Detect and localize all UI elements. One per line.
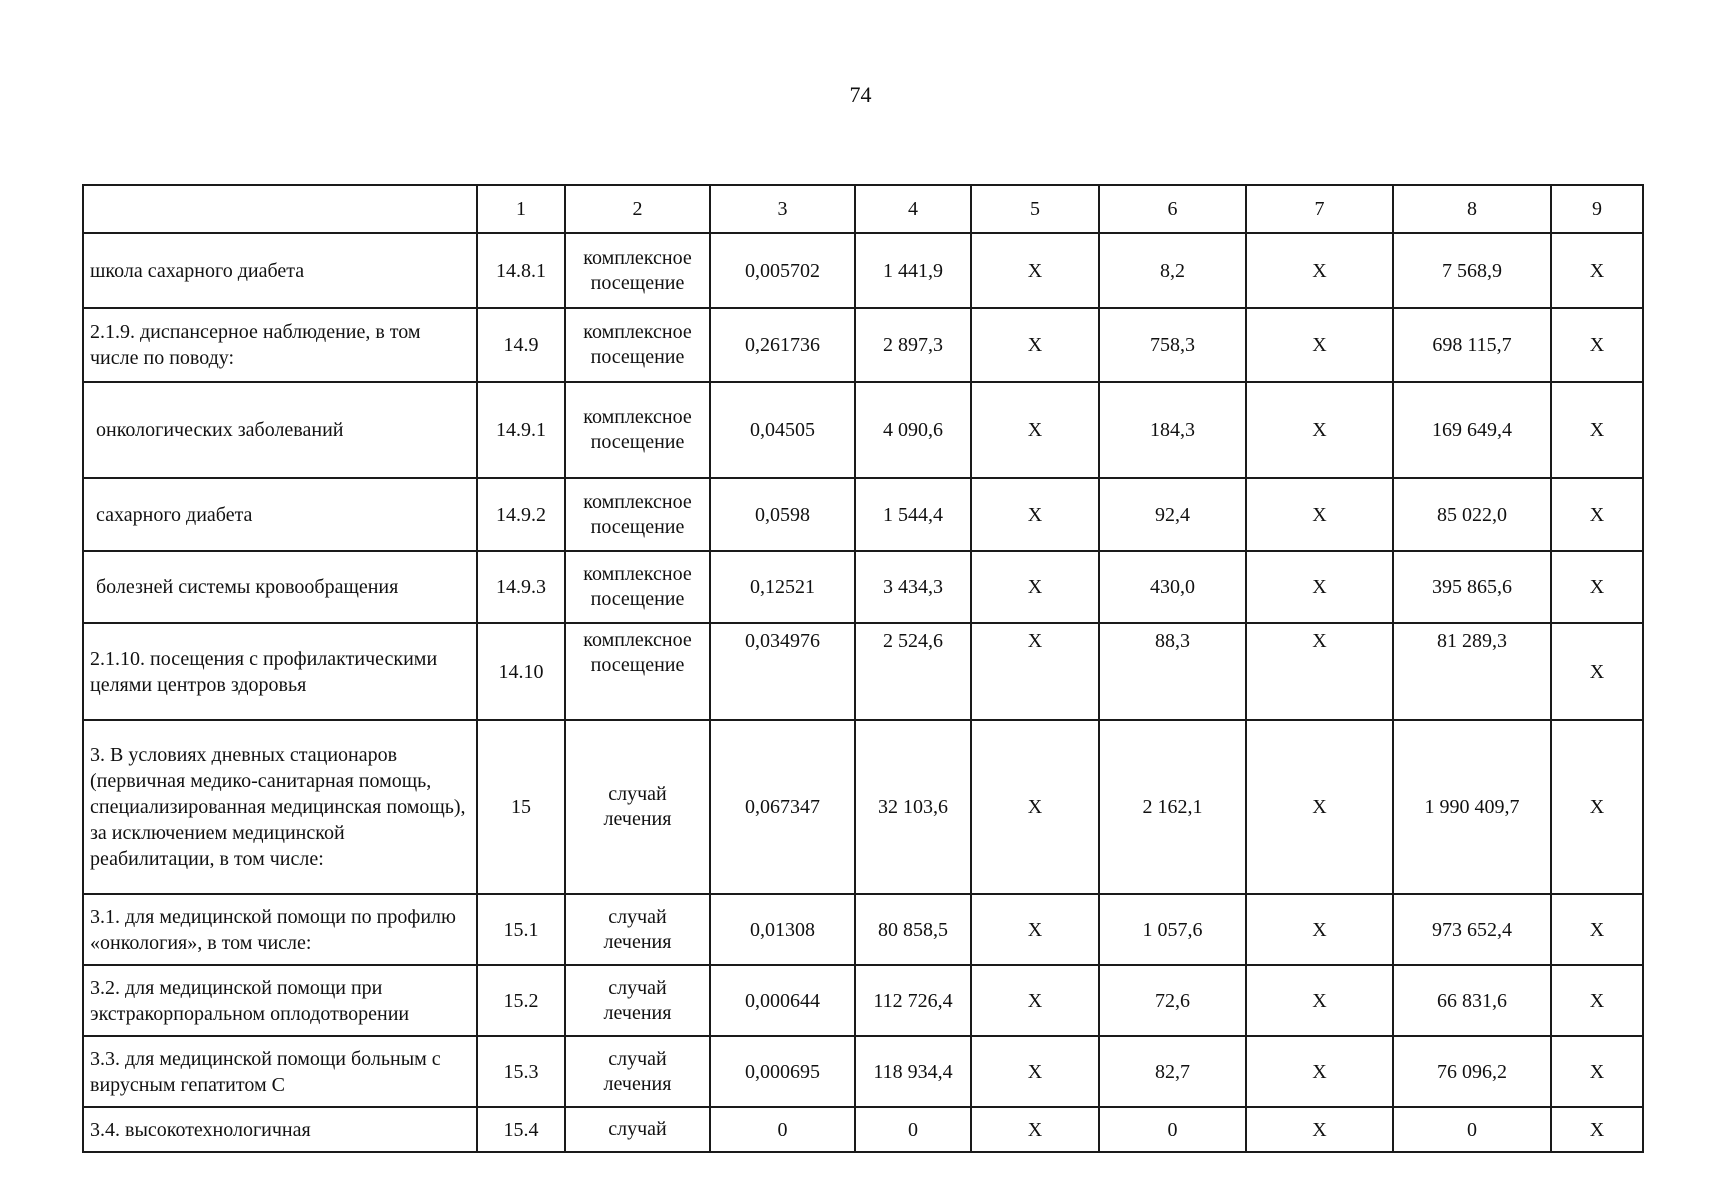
cell-value: 184,3 — [1099, 382, 1246, 478]
column-header: 5 — [971, 185, 1099, 233]
cell-value: Х — [1246, 623, 1393, 720]
cell-value: 7 568,9 — [1393, 233, 1551, 308]
cell-value: 8,2 — [1099, 233, 1246, 308]
cell-unit: комплексное посещение — [565, 551, 710, 623]
table-row — [83, 623, 1643, 720]
cell-value: 973 652,4 — [1393, 894, 1551, 965]
cell-unit: случай лечения — [565, 965, 710, 1036]
cell-value: 1 057,6 — [1099, 894, 1246, 965]
cell-value: 0,034976 — [710, 623, 855, 720]
cell-value: 1 990 409,7 — [1393, 720, 1551, 894]
column-header: 8 — [1393, 185, 1551, 233]
table-row — [83, 551, 1643, 623]
row-name: болезней системы кровообращения — [83, 551, 477, 623]
cell-value: Х — [1551, 478, 1643, 551]
row-name: 3.2. для медицинской помощи при экстракорпоральном оплодотворении — [83, 965, 477, 1036]
row-name: 2.1.9. диспансерное наблюдение, в том числе по поводу: — [83, 308, 477, 382]
cell-value: 82,7 — [1099, 1036, 1246, 1107]
cell-value: Х — [971, 478, 1099, 551]
cell-value: Х — [1246, 382, 1393, 478]
cell-code: 14.8.1 — [477, 233, 565, 308]
cell-value: 32 103,6 — [855, 720, 971, 894]
cell-code: 14.9.3 — [477, 551, 565, 623]
cell-unit: комплексное посещение — [565, 623, 710, 720]
cell-value: 66 831,6 — [1393, 965, 1551, 1036]
cell-value: 3 434,3 — [855, 551, 971, 623]
cell-value: 92,4 — [1099, 478, 1246, 551]
cell-value: 0,261736 — [710, 308, 855, 382]
table-row — [83, 1107, 1643, 1152]
cell-value: Х — [1551, 1036, 1643, 1107]
cell-value: 0,005702 — [710, 233, 855, 308]
row-name: школа сахарного диабета — [83, 233, 477, 308]
column-header: 9 — [1551, 185, 1643, 233]
cell-value: Х — [1246, 720, 1393, 894]
cell-code: 15 — [477, 720, 565, 894]
table-row — [83, 720, 1643, 894]
cell-value: 0,04505 — [710, 382, 855, 478]
cell-value: 0,000695 — [710, 1036, 855, 1107]
row-name: 3.1. для медицинской помощи по профилю «онкология», в том числе: — [83, 894, 477, 965]
row-name: сахарного диабета — [83, 478, 477, 551]
cell-value: 698 115,7 — [1393, 308, 1551, 382]
cell-value: Х — [1246, 308, 1393, 382]
row-name: 3.3. для медицинской помощи больным с вирусным гепатитом С — [83, 1036, 477, 1107]
cell-value: 0 — [855, 1107, 971, 1152]
cell-value: 2 897,3 — [855, 308, 971, 382]
cell-value: Х — [971, 1107, 1099, 1152]
cell-value: Х — [971, 308, 1099, 382]
cell-value: 0 — [1099, 1107, 1246, 1152]
cell-code: 15.1 — [477, 894, 565, 965]
table-row — [83, 894, 1643, 965]
cell-value: Х — [971, 1036, 1099, 1107]
cell-value: 85 022,0 — [1393, 478, 1551, 551]
table-row — [83, 382, 1643, 478]
column-header — [83, 185, 477, 233]
cell-value: 4 090,6 — [855, 382, 971, 478]
cell-value: 88,3 — [1099, 623, 1246, 720]
table-row — [83, 308, 1643, 382]
cell-value: 0,067347 — [710, 720, 855, 894]
cell-value: 0 — [1393, 1107, 1551, 1152]
cell-value: 395 865,6 — [1393, 551, 1551, 623]
cell-value: 0,0598 — [710, 478, 855, 551]
cell-value: 118 934,4 — [855, 1036, 971, 1107]
cell-value: Х — [971, 720, 1099, 894]
cell-value: 430,0 — [1099, 551, 1246, 623]
cell-unit: комплексное посещение — [565, 382, 710, 478]
cell-value: Х — [1246, 233, 1393, 308]
table-row — [83, 478, 1643, 551]
cell-code: 15.3 — [477, 1036, 565, 1107]
cell-value: 81 289,3 — [1393, 623, 1551, 720]
cell-value: Х — [1246, 1036, 1393, 1107]
cell-value: Х — [971, 623, 1099, 720]
cell-code: 14.9.2 — [477, 478, 565, 551]
cell-code: 14.10 — [477, 623, 565, 720]
cell-code: 14.9.1 — [477, 382, 565, 478]
cell-unit: случай — [565, 1107, 710, 1152]
cell-value: Х — [971, 382, 1099, 478]
cell-unit: случай лечения — [565, 894, 710, 965]
cell-value: Х — [1246, 894, 1393, 965]
cell-value: Х — [1551, 894, 1643, 965]
cell-value: Х — [1551, 382, 1643, 478]
table-row — [83, 233, 1643, 308]
cell-value: 76 096,2 — [1393, 1036, 1551, 1107]
cell-code: 15.2 — [477, 965, 565, 1036]
cell-value: 80 858,5 — [855, 894, 971, 965]
cell-code: 14.9 — [477, 308, 565, 382]
row-name: 3. В условиях дневных стационаров (первичная медико-санитарная помощь, специализированная медицинская помощь), за исключением медицинской реабилитации, в том числе: — [83, 720, 477, 894]
header-row — [83, 185, 1643, 233]
column-header: 2 — [565, 185, 710, 233]
data-table — [82, 184, 1644, 1153]
cell-value: 112 726,4 — [855, 965, 971, 1036]
column-header: 3 — [710, 185, 855, 233]
column-header: 6 — [1099, 185, 1246, 233]
cell-code: 15.4 — [477, 1107, 565, 1152]
cell-value: 1 544,4 — [855, 478, 971, 551]
cell-value: Х — [971, 894, 1099, 965]
cell-value: 169 649,4 — [1393, 382, 1551, 478]
cell-unit: комплексное посещение — [565, 308, 710, 382]
cell-value: 2 524,6 — [855, 623, 971, 720]
column-header: 7 — [1246, 185, 1393, 233]
cell-value: Х — [971, 551, 1099, 623]
cell-value: Х — [1551, 233, 1643, 308]
row-name: 3.4. высокотехнологичная — [83, 1107, 477, 1152]
cell-value: 72,6 — [1099, 965, 1246, 1036]
table-row — [83, 965, 1643, 1036]
cell-value: Х — [1551, 308, 1643, 382]
cell-value: 0,12521 — [710, 551, 855, 623]
table-row — [83, 1036, 1643, 1107]
page-number: 74 — [849, 82, 872, 107]
row-name: 2.1.10. посещения с профилактическими целями центров здоровья — [83, 623, 477, 720]
row-name: онкологических заболеваний — [83, 382, 477, 478]
cell-value: Х — [1246, 551, 1393, 623]
cell-unit: случай лечения — [565, 1036, 710, 1107]
cell-value: Х — [1246, 965, 1393, 1036]
column-header: 1 — [477, 185, 565, 233]
column-header: 4 — [855, 185, 971, 233]
cell-unit: комплексное посещение — [565, 233, 710, 308]
cell-value: Х — [1551, 1107, 1643, 1152]
cell-value: 0,000644 — [710, 965, 855, 1036]
cell-unit: случай лечения — [565, 720, 710, 894]
cell-unit: комплексное посещение — [565, 478, 710, 551]
cell-value: 2 162,1 — [1099, 720, 1246, 894]
cell-value: Х — [1551, 623, 1643, 720]
cell-value: 0 — [710, 1107, 855, 1152]
cell-value: Х — [971, 233, 1099, 308]
cell-value: 758,3 — [1099, 308, 1246, 382]
cell-value: 1 441,9 — [855, 233, 971, 308]
cell-value: Х — [1246, 1107, 1393, 1152]
cell-value: Х — [1551, 551, 1643, 623]
cell-value: 0,01308 — [710, 894, 855, 965]
cell-value: Х — [1551, 720, 1643, 894]
cell-value: Х — [971, 965, 1099, 1036]
cell-value: Х — [1246, 478, 1393, 551]
cell-value: Х — [1551, 965, 1643, 1036]
